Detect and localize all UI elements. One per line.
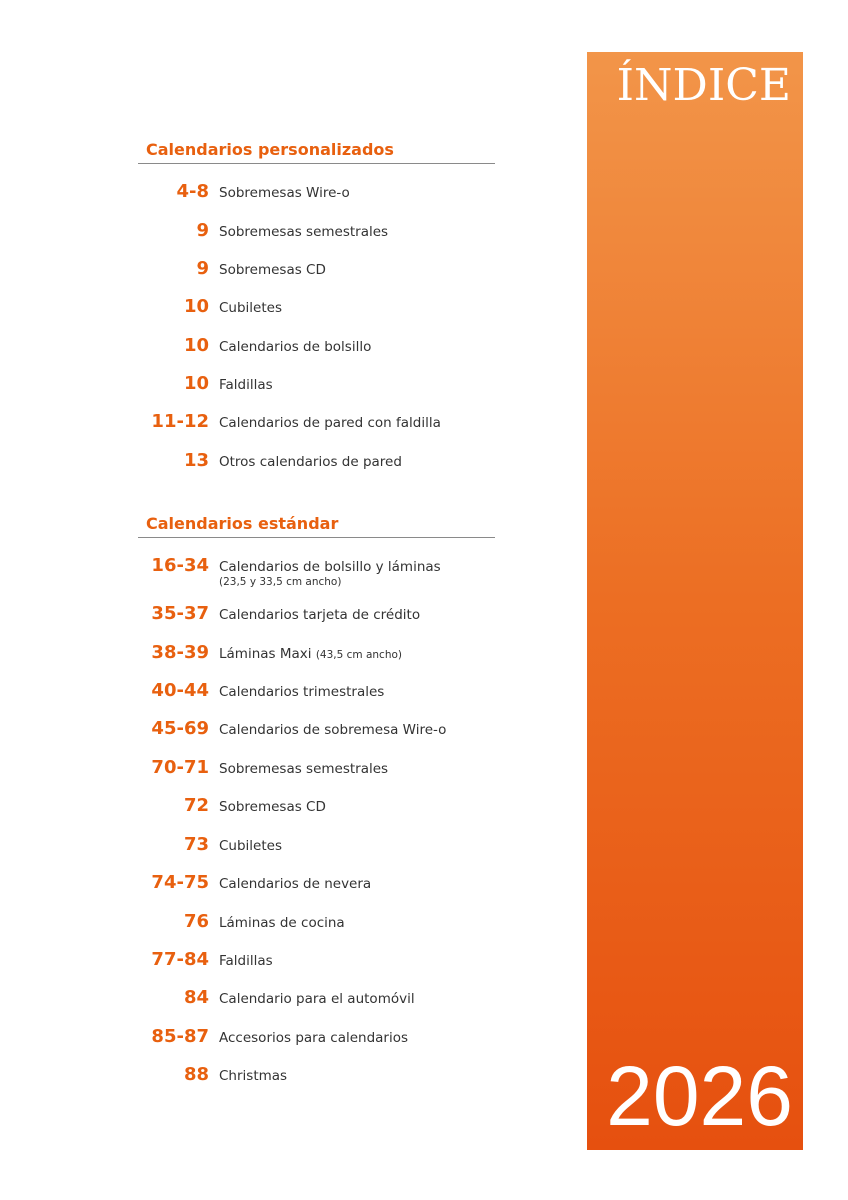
index-entry[interactable] [138, 872, 495, 902]
entry-label: Calendarios de sobremesa Wire-o [219, 722, 447, 738]
index-entry[interactable] [138, 411, 495, 441]
index-entry[interactable] [138, 795, 495, 825]
entry-label: Sobremesas semestrales [219, 224, 389, 240]
index-entry[interactable] [138, 834, 495, 864]
page-range: 10 [183, 296, 209, 317]
entry-label: Cubiletes [219, 838, 282, 854]
index-entry[interactable] [138, 642, 495, 672]
page-range: 74-75 [151, 872, 209, 893]
index-entry[interactable] [138, 1064, 495, 1094]
catalog-year: 2026 [606, 1049, 793, 1143]
entry-label: Faldillas [219, 953, 273, 969]
page-range: 13 [183, 450, 209, 471]
entry-label: Calendarios de nevera [219, 876, 372, 892]
page-range: 76 [183, 911, 209, 932]
section-title: Calendarios estándar [146, 514, 339, 533]
index-entry[interactable] [138, 603, 495, 633]
entry-label: Calendarios de pared con faldilla [219, 415, 441, 431]
entry-label: Otros calendarios de pared [219, 454, 402, 470]
entry-label: Láminas de cocina [219, 915, 345, 931]
page-range: 73 [183, 834, 209, 855]
section-title: Calendarios personalizados [146, 140, 394, 159]
entry-label-text: Láminas Maxi [219, 646, 312, 662]
page-range: 16-34 [151, 555, 209, 576]
entry-label [219, 646, 402, 663]
entry-label: Sobremesas CD [219, 262, 326, 278]
index-entry[interactable] [138, 181, 495, 211]
entry-label: Sobremesas CD [219, 799, 326, 815]
page-range: 45-69 [151, 718, 209, 739]
index-entry[interactable] [138, 335, 495, 365]
index-entry[interactable] [138, 1026, 495, 1056]
section-divider [138, 163, 495, 164]
index-entry[interactable] [138, 450, 495, 480]
index-entry[interactable] [138, 258, 495, 288]
page-range: 38-39 [151, 642, 209, 663]
entry-label: Accesorios para calendarios [219, 1030, 409, 1046]
index-entry[interactable] [138, 949, 495, 979]
page-range: 77-84 [151, 949, 209, 970]
page-range: 4-8 [176, 181, 209, 202]
entry-label: Sobremesas Wire-o [219, 185, 350, 201]
entry-label: Calendarios de bolsillo [219, 339, 372, 355]
index-entry[interactable] [138, 757, 495, 787]
page-range: 70-71 [151, 757, 209, 778]
sidebar-band [587, 52, 803, 1150]
index-title: ÍNDICE [616, 60, 791, 111]
section-divider [138, 537, 495, 538]
index-entry[interactable] [138, 373, 495, 403]
page-range: 10 [183, 335, 209, 356]
page-range: 9 [196, 220, 209, 241]
page-range: 40-44 [151, 680, 209, 701]
page-range: 9 [196, 258, 209, 279]
page-range: 88 [183, 1064, 209, 1085]
entry-label: Faldillas [219, 377, 273, 393]
entry-label: Christmas [219, 1068, 288, 1084]
entry-label: Calendarios tarjeta de crédito [219, 607, 421, 623]
entry-label: Sobremesas semestrales [219, 761, 389, 777]
index-entry[interactable] [138, 680, 495, 710]
entry-label: Calendario para el automóvil [219, 991, 415, 1007]
page-range: 10 [183, 373, 209, 394]
entry-label: Calendarios trimestrales [219, 684, 385, 700]
index-entry[interactable] [138, 220, 495, 250]
index-entry[interactable] [138, 718, 495, 748]
index-entry[interactable] [138, 987, 495, 1017]
index-entry[interactable] [138, 911, 495, 941]
entry-note: (43,5 cm ancho) [315, 649, 403, 661]
page-range: 85-87 [151, 1026, 209, 1047]
entry-label: Calendarios de bolsillo y láminas [219, 559, 441, 575]
page-range: 11-12 [151, 411, 209, 432]
index-entry[interactable] [138, 555, 495, 588]
index-entry[interactable] [138, 296, 495, 326]
entry-subnote: (23,5 y 33,5 cm ancho) [219, 576, 342, 588]
page-range: 35-37 [151, 603, 209, 624]
page-range: 72 [183, 795, 209, 816]
entry-label: Cubiletes [219, 300, 282, 316]
page-range: 84 [183, 987, 209, 1008]
